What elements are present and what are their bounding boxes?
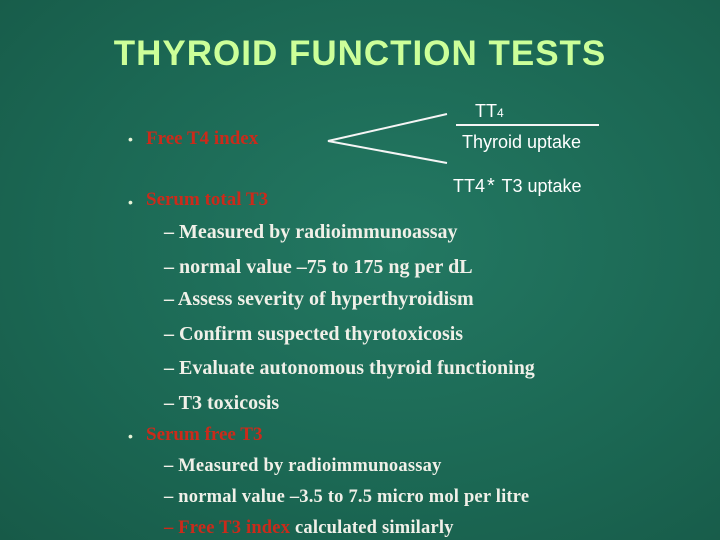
fraction-numerator: TT4 [475, 101, 504, 121]
bullet-dot-1: • [128, 131, 133, 147]
bullet-dot-3: • [128, 428, 133, 444]
page-title: THYROID FUNCTION TESTS [113, 34, 607, 73]
list-item: – Measured by radioimmunoassay [164, 221, 458, 243]
list-item: – normal value –3.5 to 7.5 micro mol per litre [164, 487, 530, 507]
list-item: – Confirm suspected thyrotoxicosis [164, 323, 464, 345]
product-formula: TT4 * T3 uptake [453, 175, 582, 197]
list-item: – Evaluate autonomous thyroid functioning [164, 357, 535, 379]
fraction-denominator: Thyroid uptake [462, 132, 582, 152]
fraction-line [456, 124, 599, 126]
list-item: – Assess severity of hyperthyroidism [164, 288, 474, 310]
free-t4-index-label: Free T4 index [146, 128, 259, 149]
serum-free-t3-label: Serum free T3 [146, 424, 263, 445]
list-item: – Measured by radioimmunoassay [164, 456, 442, 476]
list-item: – T3 toxicosis [164, 392, 280, 414]
serum-total-t3-label: Serum total T3 [146, 189, 269, 210]
bullet-dot-2: • [128, 194, 133, 210]
list-item: – normal value –75 to 175 ng per dL [164, 256, 473, 278]
list-item: – Free T3 index calculated similarly [164, 518, 454, 538]
